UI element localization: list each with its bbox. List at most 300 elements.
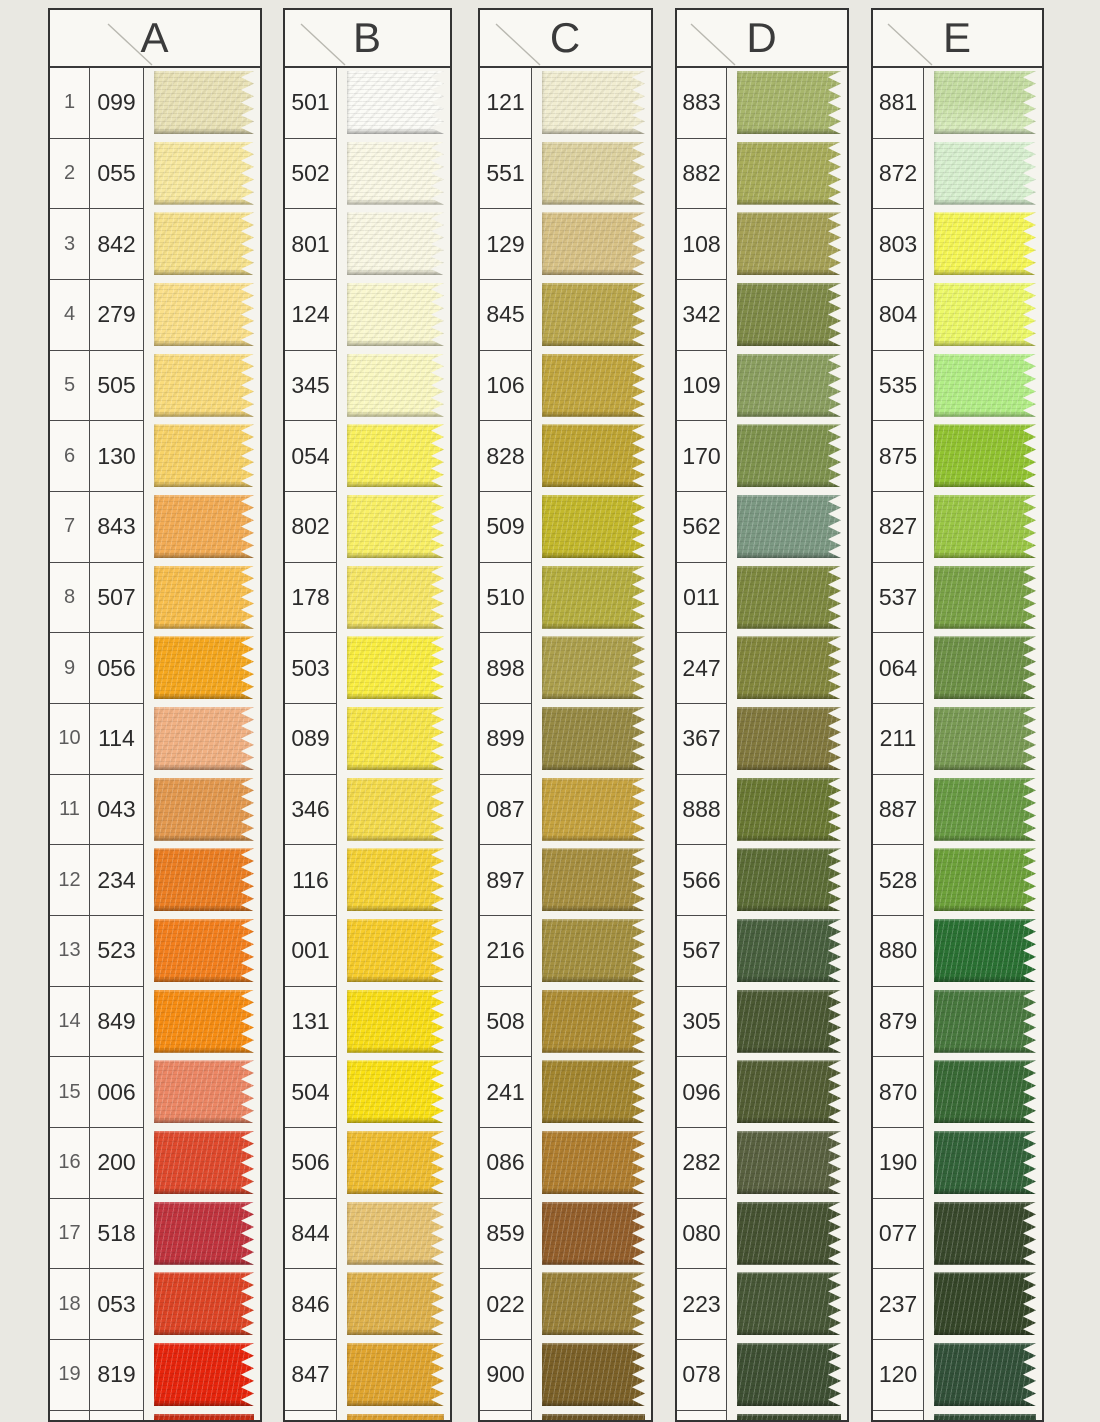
row-number-cell: 4 bbox=[50, 280, 90, 351]
column-header bbox=[285, 10, 450, 68]
table-row bbox=[677, 280, 847, 351]
code-cell bbox=[90, 1411, 144, 1422]
swatch-band bbox=[934, 71, 1036, 134]
table-row bbox=[677, 351, 847, 422]
swatch-band bbox=[347, 1060, 444, 1123]
swatch-area bbox=[144, 492, 260, 563]
swatch-band bbox=[934, 354, 1036, 417]
header-letter: E bbox=[942, 14, 972, 61]
swatch-area bbox=[924, 1128, 1042, 1199]
code-cell: 900 bbox=[480, 1340, 532, 1411]
header-diagonal-line bbox=[873, 10, 1044, 66]
swatch-area bbox=[924, 916, 1042, 987]
swatch-band bbox=[347, 424, 444, 487]
table-row bbox=[480, 987, 651, 1058]
swatch-area bbox=[532, 492, 651, 563]
code-cell: 216 bbox=[480, 916, 532, 987]
code-cell: 859 bbox=[480, 1199, 532, 1270]
swatch-area bbox=[532, 1057, 651, 1128]
code-cell: 551 bbox=[480, 139, 532, 210]
table-row bbox=[480, 139, 651, 210]
swatch-band bbox=[347, 142, 444, 205]
table-row bbox=[50, 492, 260, 563]
code-cell: 503 bbox=[285, 633, 337, 704]
swatch-band bbox=[154, 354, 254, 417]
swatch-area bbox=[337, 563, 450, 634]
table-row bbox=[873, 1128, 1042, 1199]
table-row bbox=[873, 492, 1042, 563]
table-row bbox=[677, 987, 847, 1058]
swatch-area bbox=[337, 1340, 450, 1411]
swatch-band bbox=[737, 1131, 841, 1194]
swatch-band bbox=[934, 1343, 1036, 1406]
header-letter: B bbox=[352, 14, 382, 61]
code-cell bbox=[285, 1411, 337, 1422]
table-row bbox=[50, 1269, 260, 1340]
swatch-band bbox=[934, 1272, 1036, 1335]
swatch-band bbox=[737, 707, 841, 770]
swatch-area bbox=[727, 351, 847, 422]
swatch-band bbox=[542, 919, 645, 982]
table-row bbox=[285, 1340, 450, 1411]
swatch-area bbox=[727, 1057, 847, 1128]
swatch-band bbox=[737, 495, 841, 558]
code-cell: 847 bbox=[285, 1340, 337, 1411]
code-cell: 043 bbox=[90, 775, 144, 846]
swatch-band bbox=[347, 990, 444, 1053]
swatch-area bbox=[337, 492, 450, 563]
code-cell: 190 bbox=[873, 1128, 924, 1199]
table-row bbox=[677, 68, 847, 139]
swatch-area bbox=[924, 209, 1042, 280]
row-number-cell: 10 bbox=[50, 704, 90, 775]
swatch-area bbox=[532, 916, 651, 987]
code-cell: 872 bbox=[873, 139, 924, 210]
table-row bbox=[50, 1340, 260, 1411]
swatch-area bbox=[532, 987, 651, 1058]
code-cell: 086 bbox=[480, 1128, 532, 1199]
code-cell: 803 bbox=[873, 209, 924, 280]
swatch-area bbox=[337, 916, 450, 987]
swatch-area bbox=[727, 1128, 847, 1199]
swatch-band bbox=[347, 283, 444, 346]
swatch-area bbox=[924, 633, 1042, 704]
table-row bbox=[480, 916, 651, 987]
swatch-band bbox=[934, 990, 1036, 1053]
table-row bbox=[480, 1411, 651, 1422]
table-row bbox=[873, 775, 1042, 846]
table-row bbox=[480, 351, 651, 422]
table-row bbox=[285, 987, 450, 1058]
swatch-area bbox=[144, 280, 260, 351]
swatch-area bbox=[144, 351, 260, 422]
code-cell: 510 bbox=[480, 563, 532, 634]
table-row bbox=[480, 421, 651, 492]
table-row bbox=[50, 1199, 260, 1270]
swatch-area bbox=[924, 492, 1042, 563]
swatch-band bbox=[542, 990, 645, 1053]
swatch-area bbox=[532, 139, 651, 210]
swatch-area bbox=[727, 633, 847, 704]
swatch-area bbox=[727, 492, 847, 563]
swatch-band bbox=[154, 1131, 254, 1194]
swatch-area bbox=[727, 1269, 847, 1340]
swatch-area bbox=[144, 421, 260, 492]
header-letter: C bbox=[549, 14, 582, 61]
table-row bbox=[480, 1199, 651, 1270]
table-row bbox=[285, 139, 450, 210]
swatch-area bbox=[924, 775, 1042, 846]
swatch-band bbox=[934, 1060, 1036, 1123]
table-row bbox=[677, 139, 847, 210]
table-row bbox=[873, 1340, 1042, 1411]
code-cell: 508 bbox=[480, 987, 532, 1058]
swatch-band bbox=[542, 566, 645, 629]
row-number-cell bbox=[50, 1411, 90, 1422]
table-row bbox=[50, 916, 260, 987]
table-row bbox=[677, 1411, 847, 1422]
table-row bbox=[677, 633, 847, 704]
code-cell: 211 bbox=[873, 704, 924, 775]
row-number-cell: 19 bbox=[50, 1340, 90, 1411]
swatch-band bbox=[934, 212, 1036, 275]
swatch-band bbox=[934, 707, 1036, 770]
swatch-area bbox=[924, 280, 1042, 351]
row-number-cell: 6 bbox=[50, 421, 90, 492]
code-cell bbox=[873, 1411, 924, 1422]
table-row bbox=[677, 1057, 847, 1128]
swatch-band bbox=[347, 495, 444, 558]
swatch-band bbox=[154, 71, 254, 134]
swatch-area bbox=[924, 421, 1042, 492]
swatch-band bbox=[934, 142, 1036, 205]
table-row bbox=[873, 704, 1042, 775]
swatch-area bbox=[532, 1269, 651, 1340]
code-cell: 099 bbox=[90, 68, 144, 139]
swatch-area bbox=[144, 1128, 260, 1199]
code-cell: 518 bbox=[90, 1199, 144, 1270]
swatch-band bbox=[347, 1272, 444, 1335]
swatch-area bbox=[727, 280, 847, 351]
swatch-area bbox=[924, 351, 1042, 422]
code-cell: 567 bbox=[677, 916, 727, 987]
table-row bbox=[873, 916, 1042, 987]
table-row bbox=[873, 1057, 1042, 1128]
code-cell: 509 bbox=[480, 492, 532, 563]
swatch-band bbox=[154, 848, 254, 911]
table-row bbox=[480, 775, 651, 846]
swatch-band bbox=[347, 848, 444, 911]
swatch-area bbox=[337, 351, 450, 422]
table-row bbox=[50, 280, 260, 351]
swatch-area bbox=[337, 704, 450, 775]
header-diagonal-line bbox=[677, 10, 849, 66]
code-cell: 846 bbox=[285, 1269, 337, 1340]
header-letter: A bbox=[140, 14, 170, 61]
swatch-area bbox=[532, 1128, 651, 1199]
code-cell: 367 bbox=[677, 704, 727, 775]
swatch-band bbox=[737, 1202, 841, 1265]
row-number-cell: 13 bbox=[50, 916, 90, 987]
row-number-cell: 1 bbox=[50, 68, 90, 139]
code-cell: 080 bbox=[677, 1199, 727, 1270]
code-cell: 879 bbox=[873, 987, 924, 1058]
swatch-area bbox=[924, 1057, 1042, 1128]
row-number-cell: 14 bbox=[50, 987, 90, 1058]
swatch-area bbox=[144, 1199, 260, 1270]
swatch-band bbox=[934, 283, 1036, 346]
swatch-area bbox=[727, 1199, 847, 1270]
swatch-band bbox=[347, 212, 444, 275]
swatch-area bbox=[532, 68, 651, 139]
swatch-area bbox=[144, 845, 260, 916]
swatch-band bbox=[347, 354, 444, 417]
column-block-d bbox=[675, 8, 849, 1422]
swatch-band bbox=[154, 707, 254, 770]
code-cell: 279 bbox=[90, 280, 144, 351]
swatch-area bbox=[337, 775, 450, 846]
column-block-b bbox=[283, 8, 452, 1422]
swatch-area bbox=[337, 209, 450, 280]
swatch-area bbox=[924, 1269, 1042, 1340]
swatch-band bbox=[347, 566, 444, 629]
code-cell: 055 bbox=[90, 139, 144, 210]
swatch-area bbox=[727, 704, 847, 775]
swatch-area bbox=[144, 1269, 260, 1340]
swatch-area bbox=[144, 1411, 260, 1422]
swatch-band bbox=[542, 1272, 645, 1335]
swatch-band bbox=[542, 142, 645, 205]
table-row bbox=[873, 1269, 1042, 1340]
swatch-area bbox=[924, 563, 1042, 634]
code-cell: 828 bbox=[480, 421, 532, 492]
swatch-band bbox=[542, 1131, 645, 1194]
table-row bbox=[50, 68, 260, 139]
table-row bbox=[50, 1128, 260, 1199]
code-cell bbox=[480, 1411, 532, 1422]
swatch-band bbox=[154, 1060, 254, 1123]
code-cell: 888 bbox=[677, 775, 727, 846]
swatch-band bbox=[934, 1131, 1036, 1194]
swatch-band bbox=[542, 1343, 645, 1406]
table-row bbox=[285, 209, 450, 280]
code-cell: 827 bbox=[873, 492, 924, 563]
table-row bbox=[285, 1269, 450, 1340]
table-row bbox=[50, 563, 260, 634]
swatch-area bbox=[924, 704, 1042, 775]
swatch-area bbox=[727, 987, 847, 1058]
code-cell: 844 bbox=[285, 1199, 337, 1270]
table-row bbox=[285, 633, 450, 704]
code-cell: 880 bbox=[873, 916, 924, 987]
swatch-area bbox=[924, 68, 1042, 139]
table-row bbox=[285, 916, 450, 987]
code-cell: 077 bbox=[873, 1199, 924, 1270]
code-cell: 802 bbox=[285, 492, 337, 563]
row-number-cell: 12 bbox=[50, 845, 90, 916]
swatch-area bbox=[532, 1199, 651, 1270]
swatch-band bbox=[154, 990, 254, 1053]
code-cell: 819 bbox=[90, 1340, 144, 1411]
table-row bbox=[677, 704, 847, 775]
swatch-area bbox=[337, 987, 450, 1058]
swatch-band bbox=[542, 424, 645, 487]
table-row bbox=[677, 421, 847, 492]
table-row bbox=[480, 845, 651, 916]
code-cell: 566 bbox=[677, 845, 727, 916]
swatch-band bbox=[347, 1131, 444, 1194]
table-row bbox=[285, 845, 450, 916]
table-row bbox=[873, 987, 1042, 1058]
swatch-area bbox=[337, 1057, 450, 1128]
table-row bbox=[285, 563, 450, 634]
code-cell: 897 bbox=[480, 845, 532, 916]
swatch-band bbox=[347, 778, 444, 841]
swatch-area bbox=[532, 633, 651, 704]
code-cell: 116 bbox=[285, 845, 337, 916]
swatch-band bbox=[737, 1343, 841, 1406]
swatch-band bbox=[347, 1202, 444, 1265]
swatch-area bbox=[924, 987, 1042, 1058]
code-cell: 170 bbox=[677, 421, 727, 492]
code-cell: 108 bbox=[677, 209, 727, 280]
code-cell: 501 bbox=[285, 68, 337, 139]
swatch-area bbox=[532, 280, 651, 351]
code-cell: 887 bbox=[873, 775, 924, 846]
table-row bbox=[50, 987, 260, 1058]
code-cell: 883 bbox=[677, 68, 727, 139]
swatch-area bbox=[144, 704, 260, 775]
table-row bbox=[480, 1128, 651, 1199]
swatch-area bbox=[144, 68, 260, 139]
table-row bbox=[677, 563, 847, 634]
table-row bbox=[50, 421, 260, 492]
table-row bbox=[50, 209, 260, 280]
code-cell: 801 bbox=[285, 209, 337, 280]
column-header bbox=[50, 10, 260, 68]
code-cell: 121 bbox=[480, 68, 532, 139]
swatch-area bbox=[924, 1199, 1042, 1270]
code-cell: 234 bbox=[90, 845, 144, 916]
code-cell bbox=[677, 1411, 727, 1422]
swatch-band bbox=[737, 354, 841, 417]
table-row bbox=[285, 280, 450, 351]
row-number-cell: 9 bbox=[50, 633, 90, 704]
table-row bbox=[677, 1269, 847, 1340]
code-cell: 130 bbox=[90, 421, 144, 492]
table-row bbox=[480, 1269, 651, 1340]
swatch-area bbox=[144, 563, 260, 634]
swatch-band bbox=[737, 1272, 841, 1335]
swatch-band bbox=[347, 1414, 444, 1422]
code-cell: 011 bbox=[677, 563, 727, 634]
swatch-band bbox=[542, 1414, 645, 1422]
swatch-area bbox=[532, 563, 651, 634]
code-cell: 505 bbox=[90, 351, 144, 422]
swatch-area bbox=[337, 1128, 450, 1199]
row-number-cell: 17 bbox=[50, 1199, 90, 1270]
swatch-area bbox=[337, 421, 450, 492]
code-cell: 120 bbox=[873, 1340, 924, 1411]
table-row bbox=[50, 1057, 260, 1128]
header-diagonal-line bbox=[50, 10, 262, 66]
code-cell: 804 bbox=[873, 280, 924, 351]
swatch-band bbox=[737, 848, 841, 911]
swatch-area bbox=[532, 1411, 651, 1422]
table-row bbox=[677, 775, 847, 846]
table-row bbox=[677, 1128, 847, 1199]
table-row bbox=[480, 704, 651, 775]
swatch-band bbox=[934, 1414, 1036, 1422]
swatch-area bbox=[727, 139, 847, 210]
row-number-cell: 11 bbox=[50, 775, 90, 846]
code-cell: 345 bbox=[285, 351, 337, 422]
code-cell: 506 bbox=[285, 1128, 337, 1199]
swatch-area bbox=[532, 1340, 651, 1411]
swatch-band bbox=[737, 636, 841, 699]
swatch-area bbox=[337, 633, 450, 704]
swatch-area bbox=[727, 775, 847, 846]
table-row bbox=[285, 351, 450, 422]
swatch-band bbox=[154, 424, 254, 487]
table-row bbox=[285, 421, 450, 492]
code-cell: 845 bbox=[480, 280, 532, 351]
swatch-band bbox=[934, 848, 1036, 911]
table-row bbox=[873, 1411, 1042, 1422]
swatch-band bbox=[154, 778, 254, 841]
swatch-area bbox=[337, 845, 450, 916]
code-cell: 056 bbox=[90, 633, 144, 704]
table-row bbox=[873, 209, 1042, 280]
swatch-area bbox=[532, 845, 651, 916]
code-cell: 247 bbox=[677, 633, 727, 704]
swatch-area bbox=[144, 775, 260, 846]
table-row bbox=[50, 351, 260, 422]
code-cell: 106 bbox=[480, 351, 532, 422]
code-cell: 562 bbox=[677, 492, 727, 563]
column-block-a bbox=[48, 8, 262, 1422]
table-row bbox=[50, 1411, 260, 1422]
row-number-cell: 8 bbox=[50, 563, 90, 634]
swatch-area bbox=[532, 351, 651, 422]
swatch-area bbox=[144, 916, 260, 987]
row-number-cell: 16 bbox=[50, 1128, 90, 1199]
code-cell: 282 bbox=[677, 1128, 727, 1199]
code-cell: 882 bbox=[677, 139, 727, 210]
swatch-band bbox=[737, 778, 841, 841]
code-cell: 537 bbox=[873, 563, 924, 634]
swatch-band bbox=[154, 495, 254, 558]
swatch-band bbox=[542, 495, 645, 558]
code-cell: 078 bbox=[677, 1340, 727, 1411]
swatch-area bbox=[144, 139, 260, 210]
swatch-band bbox=[347, 707, 444, 770]
swatch-band bbox=[542, 1060, 645, 1123]
table-row bbox=[677, 492, 847, 563]
table-row bbox=[50, 704, 260, 775]
row-number-cell: 2 bbox=[50, 139, 90, 210]
swatch-band bbox=[737, 424, 841, 487]
swatch-band bbox=[542, 283, 645, 346]
swatch-area bbox=[532, 775, 651, 846]
swatch-band bbox=[934, 424, 1036, 487]
code-cell: 875 bbox=[873, 421, 924, 492]
code-cell: 504 bbox=[285, 1057, 337, 1128]
column-block-c bbox=[478, 8, 653, 1422]
swatch-area bbox=[337, 280, 450, 351]
code-cell: 241 bbox=[480, 1057, 532, 1128]
swatch-band bbox=[737, 1060, 841, 1123]
